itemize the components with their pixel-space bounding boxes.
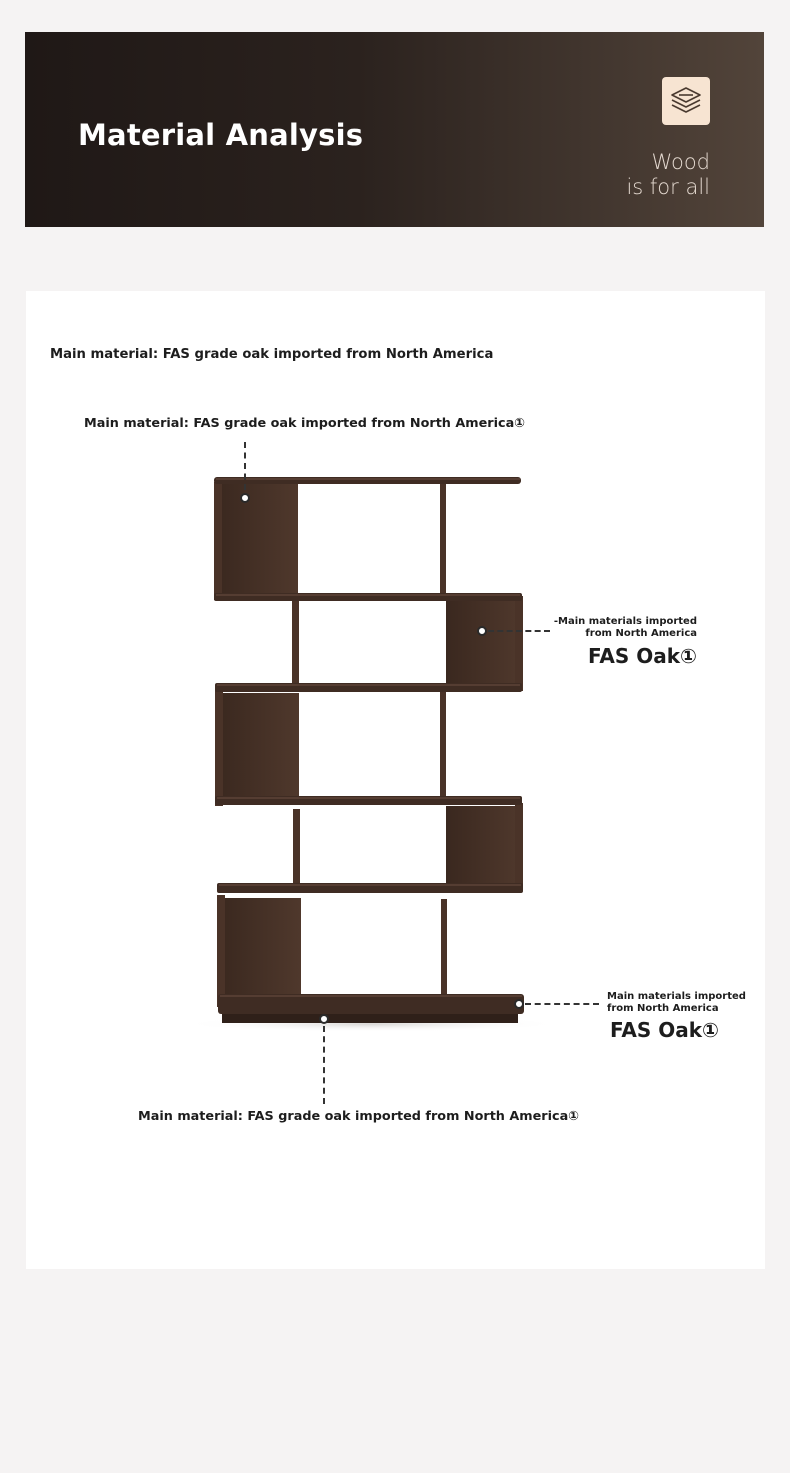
callout-top-marker [240,493,250,503]
callout-right-lower-name: FAS Oak① [610,1018,719,1042]
callout-right-lower-line [525,1003,599,1005]
slogan-line-1: Wood [651,150,710,174]
slogan-line-2: is for all [626,175,710,199]
panel-heading: Main material: FAS grade oak imported from North America [50,347,494,362]
callout-right-upper-line1: -Main materials imported [553,616,697,627]
callout-right-lower-line1: Main materials imported [607,991,746,1002]
callout-right-lower-line2: from North America [607,1003,719,1014]
callout-right-upper-text [554,616,697,640]
callout-bottom-line [323,1026,325,1104]
slogan [626,150,710,200]
layers-badge [662,77,710,125]
callout-bottom-marker [319,1014,329,1024]
callout-right-upper-line [488,630,550,632]
callout-top-line [244,442,246,490]
material-panel [26,291,765,1269]
callout-top-text: Main material: FAS grade oak imported from North America① [84,416,526,431]
page-title: Material Analysis [78,118,364,152]
layers-icon [668,83,704,119]
header-banner [25,32,764,227]
callout-bottom-text: Main material: FAS grade oak imported from North America① [138,1109,580,1124]
callout-right-lower-marker [514,999,524,1009]
callout-right-upper-line2: from North America [585,628,697,639]
callout-right-lower-text [607,991,746,1015]
callout-right-upper-name: FAS Oak① [588,644,697,668]
callout-right-upper-marker [477,626,487,636]
